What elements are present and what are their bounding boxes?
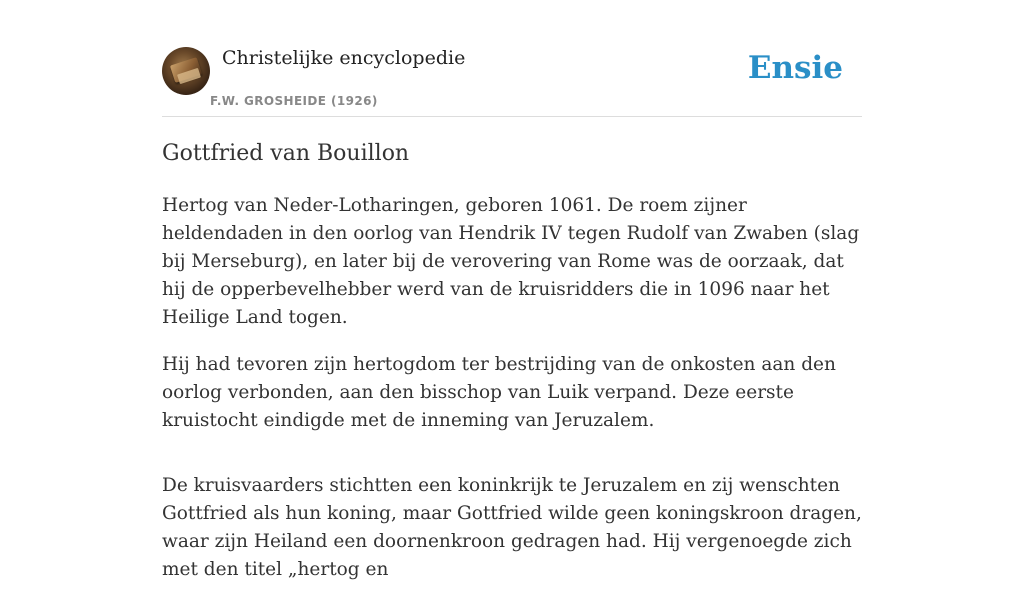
- ensie-logo-link[interactable]: Ensie: [747, 50, 843, 86]
- header: [162, 46, 862, 117]
- author-byline: F.W. GROSHEIDE (1926): [210, 94, 378, 108]
- book-avatar-icon[interactable]: [162, 47, 210, 95]
- article-paragraph-3: De kruisvaarders stichtten een koninkrijk te Jeruzalem en zij wenschten Gottfried als hun koning, maar Gottfried wilde geen koningskroon dragen, waar zijn Heiland een doornenkroon gedragen had. Hij vergenoegde zich met den titel „hertog en: [162, 475, 862, 580]
- article-paragraph-2: Hij had tevoren zijn hertogdom ter bestrijding van de onkosten aan den oorlog verbonden, aan den bisschop van Luik verpand. Deze eerste kruistocht eindigde met de inneming van Jeruzalem.: [162, 354, 836, 431]
- article-body: [162, 192, 862, 603]
- article-paragraph-1: Hertog van Neder-Lotharingen, geboren 1061. De roem zijner heldendaden in den oorlog van Hendrik IV tegen Rudolf van Zwaben (slag bij Merseburg), en later bij de verovering van Rome was de oorzaak, dat hij de opperbevelhebber werd van de kruisridders die in 1096 naar het Heilige Land togen.: [162, 195, 860, 328]
- site-title[interactable]: Christelijke encyclopedie: [222, 47, 466, 69]
- article-title: Gottfried van Bouillon: [162, 141, 410, 166]
